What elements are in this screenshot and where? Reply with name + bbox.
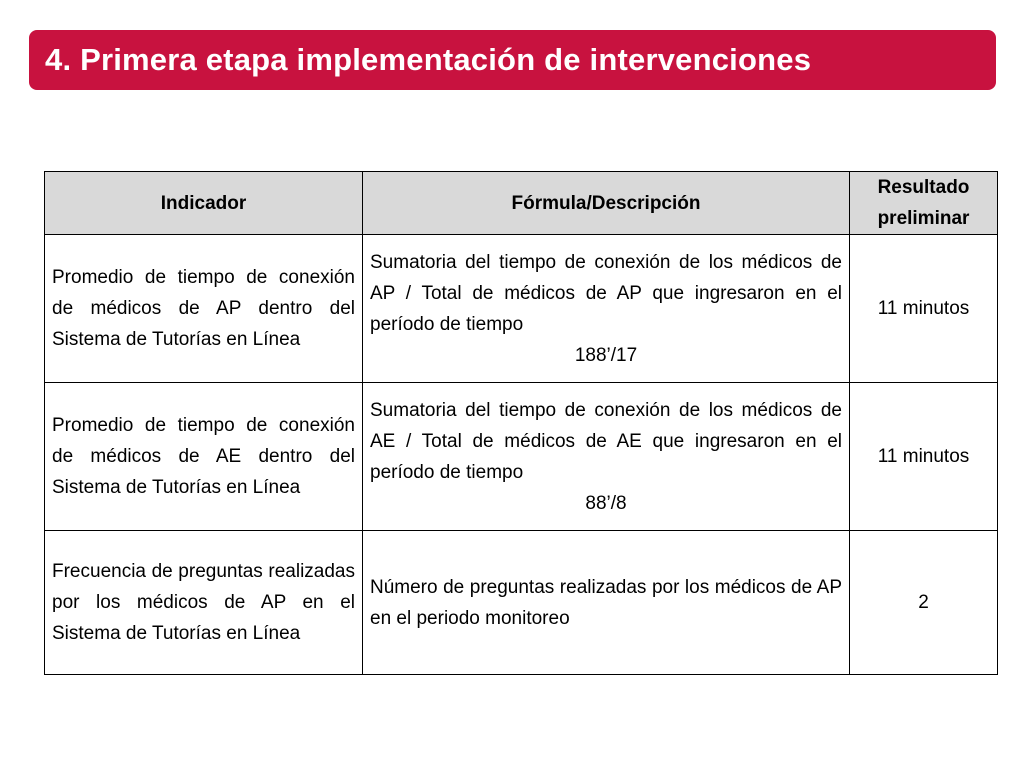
formula-calc: 88’/8 (585, 492, 627, 514)
formula-calc: 188’/17 (574, 344, 638, 366)
table-row (45, 235, 998, 383)
table-header-row (45, 172, 998, 235)
header-formula: Fórmula/Descripción (363, 172, 850, 235)
table-row (45, 383, 998, 531)
cell-formula (363, 235, 850, 383)
cell-resultado: 2 (850, 531, 998, 675)
cell-resultado: 11 minutos (850, 235, 998, 383)
header-indicador: Indicador (45, 172, 363, 235)
cell-indicador: Promedio de tiempo de conexión de médicos de AE dentro del Sistema de Tutorías en Línea (45, 383, 363, 531)
title-bar (29, 30, 996, 90)
cell-formula (363, 383, 850, 531)
table-row (45, 531, 998, 675)
indicators-table (44, 171, 998, 675)
cell-indicador: Frecuencia de preguntas realizadas por los médicos de AP en el Sistema de Tutorías en Línea (45, 531, 363, 675)
header-resultado: Resultado preliminar (850, 172, 998, 235)
cell-resultado: 11 minutos (850, 383, 998, 531)
cell-formula: Número de preguntas realizadas por los médicos de AP en el periodo monitoreo (363, 531, 850, 675)
formula-description: Sumatoria del tiempo de conexión de los médicos de AP / Total de médicos de AP que ingresaron en el período de tiempo (370, 251, 842, 335)
page-title: 4. Primera etapa implementación de intervenciones (45, 42, 812, 77)
cell-indicador: Promedio de tiempo de conexión de médicos de AP dentro del Sistema de Tutorías en Línea (45, 235, 363, 383)
formula-description: Sumatoria del tiempo de conexión de los médicos de AE / Total de médicos de AE que ingresaron en el período de tiempo (370, 399, 842, 483)
